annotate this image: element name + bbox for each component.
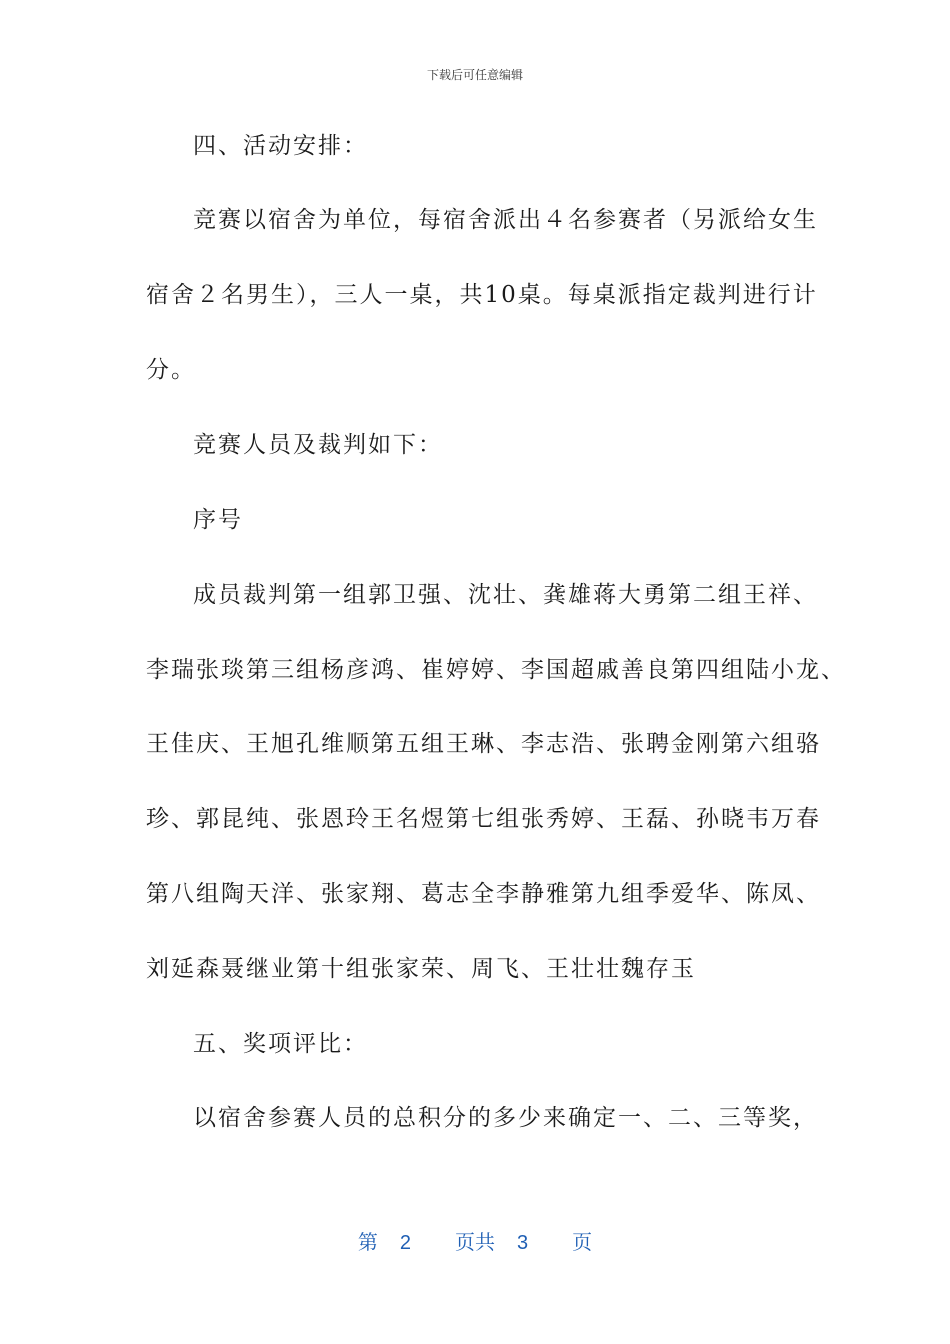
page-end-word: 页 [572,1232,593,1254]
paragraph-line: 以宿舍参赛人员的总积分的多少来确定一、二、三等奖， [193,1105,818,1131]
paragraph-line: 分。 [146,357,196,383]
section-heading-awards: 五、奖项评比： [193,1031,368,1057]
page-of-word: 页共 [455,1232,495,1254]
page-number-footer [0,1226,950,1255]
page-header-note: 下载后可任意编辑 [426,68,523,82]
paragraph-line: 李瑞张琰第三组杨彦鸿、崔婷婷、李国超戚善良第四组陆小龙、 [146,657,846,683]
paragraph-line: 竞赛以宿舍为单位，每宿舍派出４名参赛者（另派给女生 [193,207,818,233]
paragraph-line: 珍、郭昆纯、张恩玲王名煜第七组张秀婷、王磊、孙晓韦万春 [146,806,821,832]
paragraph-line: 刘延森聂继业第十组张家荣、周飞、王壮壮魏存玉 [146,956,696,982]
table-header-label: 序号 [193,507,243,533]
section-heading-activity: 四、活动安排： [193,133,368,159]
page-current-number: 2 [399,1232,411,1254]
paragraph-line: 王佳庆、王旭孔维顺第五组王琳、李志浩、张聘金刚第六组骆 [146,731,821,757]
paragraph-line: 宿舍２名男生），三人一桌，共10桌。每桌派指定裁判进行计 [146,282,818,308]
page-total-number: 3 [517,1232,529,1254]
paragraph-line: 竞赛人员及裁判如下： [193,432,443,458]
paragraph-line: 成员裁判第一组郭卫强、沈壮、龚雄蒋大勇第二组王祥、 [193,582,818,608]
paragraph-line: 第八组陶天洋、张家翔、葛志全李静雅第九组季爱华、陈凤、 [146,881,821,907]
page-word: 第 [357,1232,378,1254]
